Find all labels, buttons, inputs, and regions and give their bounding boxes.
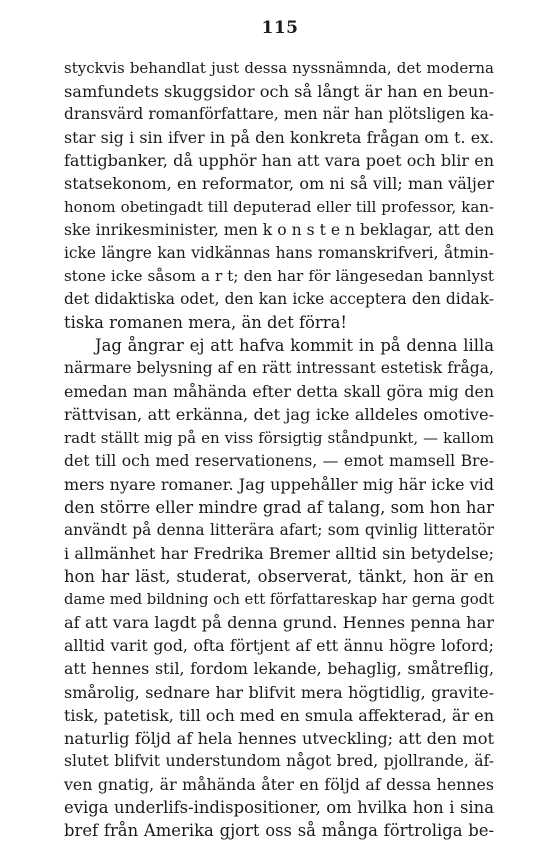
text-line: i allmänhet har Fredrika Bremer alltid sin betydelse; [64, 543, 494, 563]
text-line: tiska romanen mera, än det förra! [64, 313, 347, 333]
paragraph-1 [64, 57, 494, 334]
text-line: star sig i sin ifver in på den konkreta frågan om t. ex. [64, 128, 494, 148]
text-line: ske inrikesminister, men k o n s t e n beklagar, att den [64, 220, 494, 239]
text-line: statsekonom, en reformator, om ni så vill; man väljer [64, 174, 494, 194]
text-line: icke längre kan vidkännas hans romanskrifveri, åtmin- [64, 243, 494, 262]
body-text [64, 57, 494, 842]
text-line: användt på denna litterära afart; som qvinlig litteratör [64, 520, 494, 539]
text-line: radt ställt mig på en viss försigtig ståndpunkt, — kallom [64, 428, 494, 447]
text-line: det till och med reservationens, — emot mamsell Bre- [64, 451, 494, 470]
paragraph-2 [64, 334, 494, 842]
text-line: närmare belysning af en rätt intressant estetisk fråga, [64, 359, 494, 378]
text-line: emedan man måhända efter detta skall göra mig den [64, 382, 494, 402]
text-line: stone icke såsom a r t; den har för längesedan bannlyst [64, 266, 494, 285]
text-line: Jag ångrar ej att hafva kommit in på denna lilla [95, 336, 494, 356]
text-line: alltid varit god, ofta förtjent af ett ännu högre loford; [64, 636, 494, 656]
text-line: det didaktiska odet, den kan icke acceptera den didak- [64, 289, 494, 308]
text-line: honom obetingadt till deputerad eller till professor, kan- [64, 197, 494, 216]
text-line: smårolig, sednare har blifvit mera högtidlig, gravite- [64, 682, 494, 702]
text-line: samfundets skuggsidor och så långt är han en beun- [64, 82, 495, 102]
text-line: fattigbanker, då upphör han att vara poet och blir en [64, 151, 494, 171]
text-line: dransvärd romanförfattare, men när han plötsligen ka- [64, 105, 494, 124]
text-line: dame med bildning och ett författareskap har gerna godt [64, 591, 495, 609]
page-number: 115 [261, 18, 299, 38]
text-line: slutet blifvit understundom något bred, pjollrande, äf- [64, 751, 494, 770]
text-line: rättvisan, att erkänna, det jag icke alldeles omotive- [64, 405, 494, 425]
text-line: bref från Amerika gjort oss så många förtroliga be- [64, 821, 494, 841]
text-line: eviga underlifs-indispositioner, om hvilka hon i sina [64, 798, 494, 817]
text-line: den större eller mindre grad af talang, som hon har [64, 497, 494, 517]
text-line: hon har läst, studerat, observerat, tänkt, hon är en [64, 567, 494, 587]
text-line: af att vara lagdt på denna grund. Hennes penna har [64, 613, 494, 633]
text-line: mers nyare romaner. Jag uppehåller mig här icke vid [64, 474, 494, 494]
text-line: ven gnatig, är måhända åter en följd af dessa hennes [64, 774, 494, 794]
text-line: naturlig följd af hela hennes utveckling; att den mot [64, 728, 494, 748]
text-line: styckvis behandlat just dessa nyssnämnda, det moderna [64, 59, 494, 77]
text-line: att hennes stil, fordom lekande, behaglig, småtreflig, [64, 659, 494, 679]
text-line: tisk, patetisk, till och med en smula affekterad, är en [64, 705, 494, 725]
